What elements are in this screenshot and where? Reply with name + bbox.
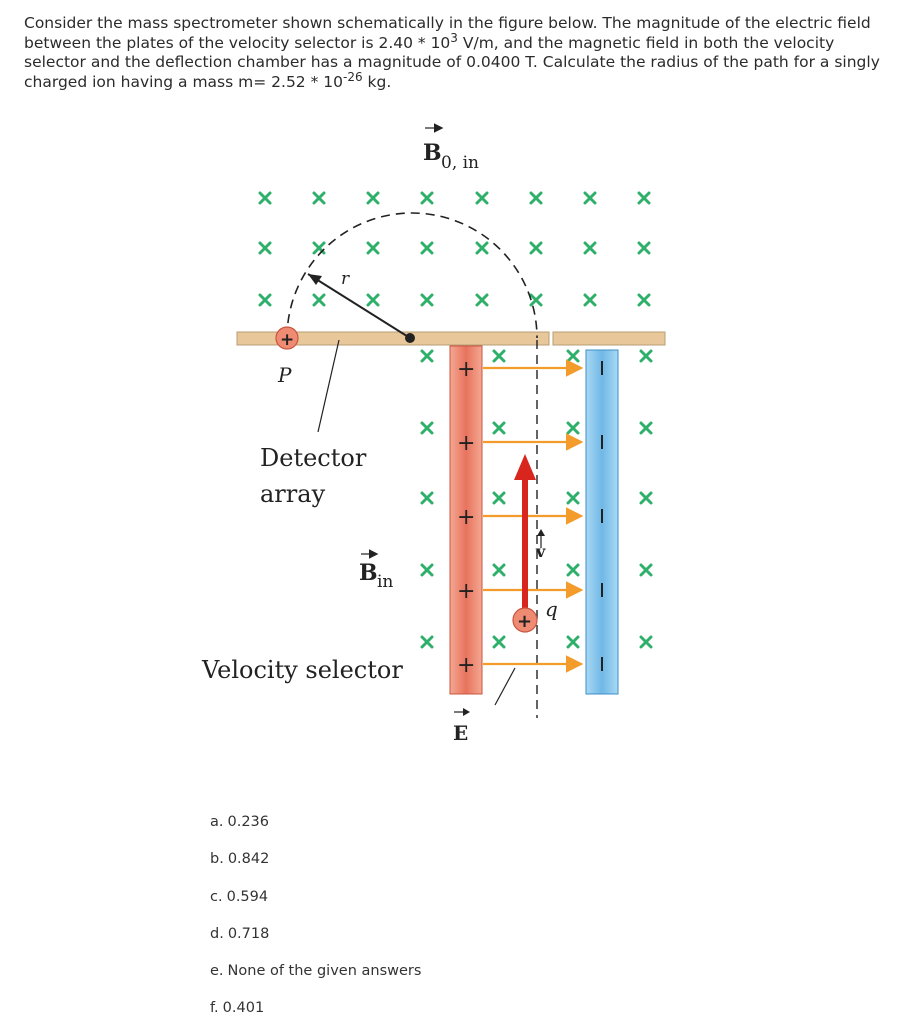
- x-mark: [639, 295, 649, 305]
- v-label: [535, 529, 546, 561]
- x-mark: [422, 351, 432, 361]
- x-mark: [477, 243, 487, 253]
- detector-pointer: [318, 340, 339, 432]
- q-label: q: [545, 597, 558, 621]
- x-mark: [494, 351, 504, 361]
- x-mark: [568, 637, 578, 647]
- x-mark: [368, 295, 378, 305]
- svg-text:B: B: [423, 140, 442, 166]
- option-f[interactable]: f. 0.401: [210, 1000, 265, 1016]
- x-mark: [368, 193, 378, 203]
- x-mark: [641, 493, 651, 503]
- bin-label: [359, 554, 393, 592]
- x-mark: [314, 295, 324, 305]
- x-mark: [477, 295, 487, 305]
- x-mark: [531, 243, 541, 253]
- plus-sign: +: [457, 505, 476, 530]
- x-mark: [260, 295, 270, 305]
- velocity-selector-label: Velocity selector: [202, 656, 403, 684]
- svg-text:B: B: [359, 560, 378, 586]
- x-mark: [641, 565, 651, 575]
- x-mark: [494, 565, 504, 575]
- detector-label-2: array: [260, 480, 326, 508]
- e-label: [453, 708, 470, 745]
- mass-spectrometer-figure: [195, 120, 675, 750]
- p-label: P: [278, 363, 292, 387]
- x-mark: [422, 295, 432, 305]
- option-b[interactable]: b. 0.842: [210, 851, 270, 867]
- r-label: r: [341, 269, 350, 289]
- question-part2: V/m, and the magnetic field in both the velocity selector and the deflection chamber has a magnitude of 0.0400 T. Calculate the radius of the path for: [24, 33, 835, 71]
- x-mark: [477, 193, 487, 203]
- x-mark: [641, 423, 651, 433]
- x-mark: [260, 193, 270, 203]
- x-mark: [585, 193, 595, 203]
- detector-label-1: Detector: [260, 444, 367, 472]
- plus-sign: +: [457, 579, 476, 604]
- plus-sign: +: [457, 653, 476, 678]
- x-mark: [494, 637, 504, 647]
- svg-text:in: in: [377, 572, 394, 592]
- question-part1: Consider the mass spectrometer shown schematically in the figure below. The magnitude of the electric field between the plates of the velocity selector is 2.40 * 10: [24, 14, 871, 52]
- option-c[interactable]: c. 0.594: [210, 889, 269, 905]
- svg-text:+: +: [517, 611, 533, 632]
- x-mark: [422, 243, 432, 253]
- x-mark: [422, 637, 432, 647]
- right-plate: [553, 332, 665, 345]
- x-mark: [531, 193, 541, 203]
- x-mark: [585, 295, 595, 305]
- question-exponent-1: 3: [450, 30, 458, 45]
- svg-text:+: +: [280, 330, 295, 350]
- option-d[interactable]: d. 0.718: [210, 926, 270, 942]
- b0-label: [423, 128, 479, 173]
- option-a[interactable]: a. 0.236: [210, 814, 270, 830]
- question-text: [24, 14, 894, 92]
- question-exponent-2: -26: [343, 69, 363, 84]
- x-mark: [585, 243, 595, 253]
- x-mark: [568, 351, 578, 361]
- x-mark: [494, 493, 504, 503]
- svg-text:v: v: [536, 542, 546, 561]
- x-mark: [422, 565, 432, 575]
- option-e[interactable]: e. None of the given answers: [210, 963, 422, 979]
- x-mark: [568, 565, 578, 575]
- center-dot: [405, 333, 415, 343]
- x-mark: [568, 423, 578, 433]
- e-pointer: [495, 668, 515, 705]
- plus-sign: +: [457, 431, 476, 456]
- x-mark: [314, 193, 324, 203]
- question-part4: m= 2.52 * 10: [238, 72, 343, 91]
- x-mark: [422, 193, 432, 203]
- x-mark: [422, 423, 432, 433]
- x-mark: [531, 295, 541, 305]
- question-part3: a singly charged ion having a mass: [24, 53, 880, 91]
- ion-path-arc: [287, 213, 537, 338]
- svg-text:0, in: 0, in: [441, 153, 480, 173]
- plus-sign: +: [457, 357, 476, 382]
- question-part5: kg.: [367, 72, 392, 91]
- x-mark: [368, 243, 378, 253]
- x-mark: [568, 493, 578, 503]
- x-mark: [641, 351, 651, 361]
- x-mark: [494, 423, 504, 433]
- x-mark: [422, 493, 432, 503]
- x-mark: [639, 243, 649, 253]
- x-mark: [641, 637, 651, 647]
- x-mark: [639, 193, 649, 203]
- svg-text:E: E: [453, 721, 469, 745]
- x-mark: [260, 243, 270, 253]
